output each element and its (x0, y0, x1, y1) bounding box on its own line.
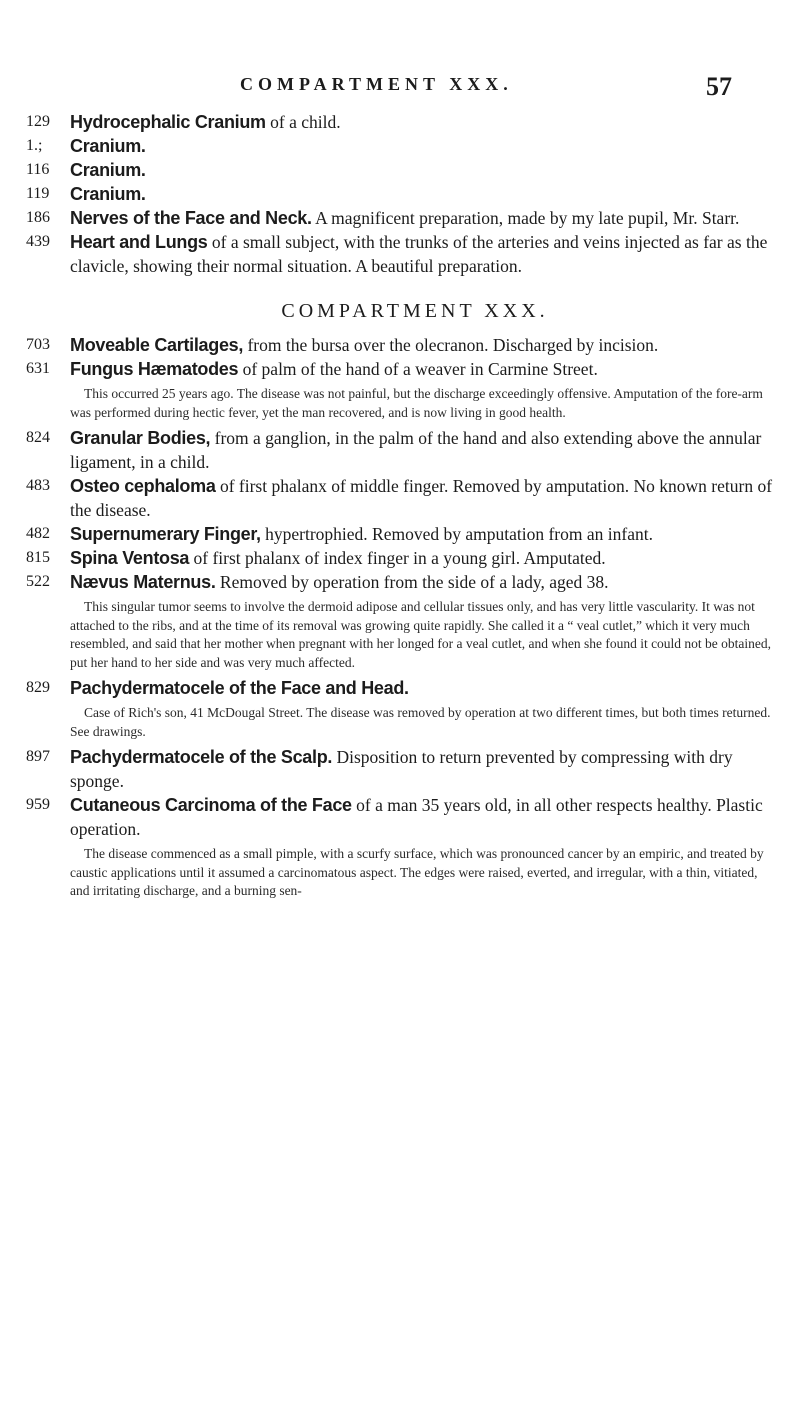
specimen-number: 483 (26, 477, 50, 494)
entry-body (70, 546, 775, 570)
catalog-entry (0, 333, 800, 357)
catalog-entry (0, 546, 800, 570)
specimen-description: Disposition to return prevented by compressing with dry sponge. (70, 747, 733, 791)
specimen-number: 116 (26, 161, 50, 178)
specimen-title: Spina Ventosa (70, 548, 190, 568)
specimen-description: from a ganglion, in the palm of the hand and also extending above the annular ligament, in a child. (70, 428, 762, 472)
specimen-title: Heart and Lungs (70, 232, 208, 252)
catalog-entry (0, 570, 800, 672)
specimen-title: Cutaneous Carcinoma of the Face (70, 795, 352, 815)
specimen-number: 439 (26, 233, 50, 250)
catalog-entry (0, 110, 800, 134)
entry-body (70, 206, 775, 230)
specimen-title: Cranium. (70, 160, 146, 180)
specimen-description: of a small subject, with the trunks of the arteries and veins injected as far as the clavicle, showing their normal situation. A beautiful preparation. (70, 232, 768, 276)
entry-body (70, 230, 775, 278)
case-note: Case of Rich's son, 41 McDougal Street. The disease was removed by operation at two different times, but both times returned. See drawings. (70, 705, 771, 739)
entry-body (70, 522, 775, 546)
specimen-title: Pachydermatocele of the Scalp. (70, 747, 333, 767)
catalog-entry (0, 206, 800, 230)
specimen-title: Cranium. (70, 136, 146, 156)
specimen-number: 186 (26, 209, 50, 226)
catalog-entry (0, 182, 800, 206)
specimen-description: of a child. (265, 112, 341, 132)
specimen-title: Moveable Cartilages, (70, 335, 244, 355)
specimen-title: Supernumerary Finger, (70, 524, 261, 544)
specimen-description: from the bursa over the olecranon. Discharged by incision. (243, 335, 659, 355)
specimen-number: 1.; (26, 137, 43, 154)
catalog-entry (0, 745, 800, 793)
catalog-entry (0, 474, 800, 522)
case-note: The disease commenced as a small pimple, with a scurfy surface, which was pronounced cancer by an empiric, and treated by caustic applications until it assumed a carcinomatous aspect. The edges were raised, everted, and irregular, with a thin, vitiated, and irritating discharge, and a burning sen- (70, 846, 764, 898)
entry-body (70, 182, 775, 206)
specimen-number: 119 (26, 185, 50, 202)
specimen-description: A magnificent preparation, made by my late pupil, Mr. Starr. (311, 208, 740, 228)
case-note: This occurred 25 years ago. The disease was not painful, but the discharge exceedingly offensive. Amputation of the fore-arm was performed during hectic fever, yet the man recovered, and is now living in good health. (70, 386, 763, 420)
specimen-title: Hydrocephalic Cranium (70, 112, 266, 132)
entry-body (70, 134, 775, 158)
entry-body (70, 158, 775, 182)
specimen-number: 129 (26, 113, 50, 130)
catalog-entry (0, 357, 800, 422)
specimen-number: 815 (26, 549, 50, 566)
catalog-entry (0, 158, 800, 182)
entry-body (70, 426, 775, 474)
entry-body (70, 745, 775, 793)
specimen-number: 959 (26, 796, 50, 813)
catalog-list-top (0, 110, 800, 278)
specimen-number: 631 (26, 360, 50, 377)
page-content (0, 110, 800, 905)
entry-body (70, 333, 775, 357)
entry-body (70, 793, 775, 841)
specimen-number: 897 (26, 748, 50, 765)
specimen-description: of first phalanx of index finger in a young girl. Amputated. (189, 548, 606, 568)
page-number: 57 (706, 72, 732, 101)
catalog-entry (0, 522, 800, 546)
specimen-number: 482 (26, 525, 50, 542)
running-head: COMPARTMENT XXX. (240, 74, 513, 94)
specimen-description: hypertrophied. Removed by amputation from an infant. (260, 524, 653, 544)
specimen-title: Nævus Maternus. (70, 572, 216, 592)
specimen-title: Cranium. (70, 184, 146, 204)
specimen-description: of first phalanx of middle finger. Removed by amputation. No known return of the disease. (70, 476, 773, 520)
catalog-entry (0, 676, 800, 741)
specimen-number: 824 (26, 429, 50, 446)
entry-body (70, 357, 775, 381)
specimen-title: Osteo cephaloma (70, 476, 216, 496)
catalog-list-main (0, 333, 800, 901)
section-heading: COMPARTMENT XXX. (281, 300, 549, 322)
catalog-entry (0, 426, 800, 474)
specimen-title: Nerves of the Face and Neck. (70, 208, 312, 228)
catalog-entry (0, 134, 800, 158)
entry-body (70, 110, 775, 134)
entry-body (70, 570, 775, 594)
catalog-entry (0, 793, 800, 901)
specimen-description: Removed by operation from the side of a lady, aged 38. (215, 572, 609, 592)
specimen-title: Pachydermatocele of the Face and Head. (70, 678, 409, 698)
specimen-description: of palm of the hand of a weaver in Carmine Street. (238, 359, 598, 379)
case-note: This singular tumor seems to involve the dermoid adipose and cellular tissues only, and has very little vascularity. It was not attached to the ribs, and at the time of its removal was growing quite rapidly. She called it a “ veal cutlet,” which it very much resembled, and said that her mother when pregnant with her longed for a veal cutlet, and when she found it could not be obtained, put her hand to her side and was very much affected. (70, 599, 772, 670)
catalog-entry (0, 230, 800, 278)
specimen-description: of a man 35 years old, in all other respects healthy. Plastic operation. (70, 795, 763, 839)
entry-body (70, 474, 775, 522)
specimen-number: 829 (26, 679, 50, 696)
specimen-title: Granular Bodies, (70, 428, 211, 448)
entry-body (70, 676, 775, 700)
specimen-number: 703 (26, 336, 50, 353)
specimen-number: 522 (26, 573, 50, 590)
specimen-title: Fungus Hæmatodes (70, 359, 239, 379)
